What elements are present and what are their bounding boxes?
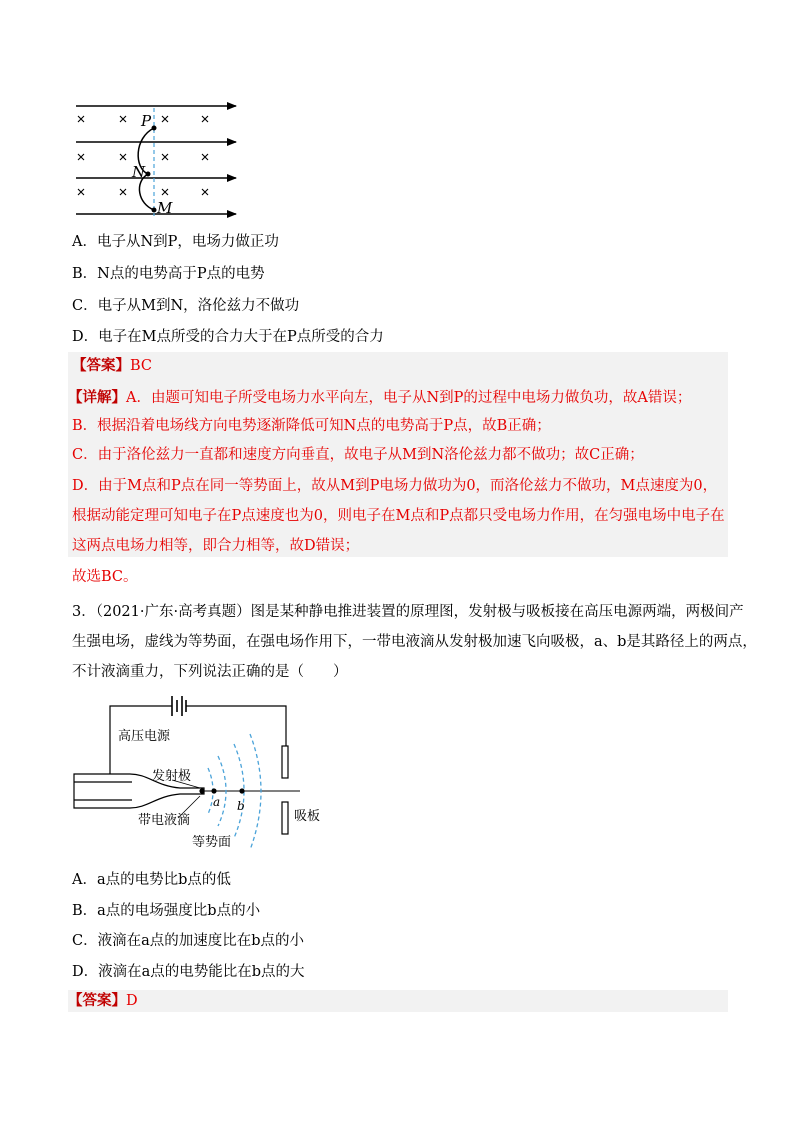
collector-plate-upper bbox=[282, 746, 288, 778]
q2-answer-tag: 【答案】 bbox=[72, 357, 130, 374]
emitter-label: 发射极 bbox=[152, 769, 192, 784]
point-m bbox=[152, 208, 157, 213]
q3-option-d: D．液滴在a点的电势能比在b点的大 bbox=[72, 964, 305, 980]
q2-option-d: D．电子在M点所受的合力大于在P点所受的合力 bbox=[72, 329, 384, 345]
label-n: N bbox=[132, 163, 146, 181]
field-lines bbox=[76, 106, 236, 214]
power-label: 高压电源 bbox=[118, 729, 171, 744]
point-b-dot bbox=[239, 788, 244, 793]
q2-option-b: B．N点的电势高于P点的电势 bbox=[72, 266, 265, 282]
q2-detail-line-2: B．根据沿着电场线方向电势逐渐降低可知N点的电势高于P点，故B正确； bbox=[72, 418, 551, 434]
equipotential-label: 等势面 bbox=[192, 835, 232, 850]
q2-detail-line-1 bbox=[68, 388, 691, 408]
q2-detail-line-6: 这两点电场力相等，即合力相等，故D错误； bbox=[72, 538, 360, 554]
q3-option-c: C．液滴在a点的加速度比在b点的小 bbox=[72, 933, 305, 949]
q3-option-a: A．a点的电势比b点的低 bbox=[72, 872, 231, 888]
point-a-dot bbox=[211, 788, 216, 793]
q2-detail-text-1: A．由题可知电子所受电场力水平向左，电子从N到P的过程中电场力做负功，故A错误； bbox=[126, 390, 692, 406]
q2-conclusion: 故选BC。 bbox=[72, 569, 138, 585]
label-p: P bbox=[141, 112, 152, 130]
q3-answer-line bbox=[68, 991, 138, 1011]
label-m: M bbox=[157, 199, 173, 217]
q2-detail-line-3: C．由于洛伦兹力一直都和速度方向垂直，故电子从M到N洛伦兹力都不做功；故C正确； bbox=[72, 447, 644, 463]
q3-text-line-3: 不计液滴重力，下列说法正确的是（ ） bbox=[72, 664, 348, 680]
q3-answer-value: D bbox=[126, 993, 138, 1009]
collector-plate-lower bbox=[282, 802, 288, 834]
charged-droplet bbox=[199, 788, 204, 793]
point-n bbox=[146, 172, 151, 177]
q2-option-a: A．电子从N到P，电场力做正功 bbox=[72, 234, 279, 250]
q3-answer-background bbox=[68, 990, 728, 1012]
q2-option-c: C．电子从M到N，洛伦兹力不做功 bbox=[72, 298, 300, 314]
point-a-label: a bbox=[213, 795, 221, 809]
q2-detail-tag: 【详解】 bbox=[68, 389, 126, 406]
q3-answer-tag: 【答案】 bbox=[68, 992, 126, 1009]
q2-answer-line bbox=[72, 356, 152, 376]
droplet-label: 带电液滴 bbox=[138, 813, 191, 828]
q3-text-line-1: 3．（2021·广东·高考真题）图是某种静电推进装置的原理图，发射极与吸板接在高压电源两端，两极间产 bbox=[72, 604, 744, 620]
plate-label: 吸板 bbox=[294, 809, 321, 824]
point-b-label: b bbox=[237, 799, 245, 813]
point-p bbox=[152, 126, 157, 131]
q3-option-b: B．a点的电场强度比b点的小 bbox=[72, 903, 261, 919]
battery-symbol bbox=[172, 696, 186, 716]
q2-detail-line-4: D．由于M点和P点在同一等势面上，故从M到P电场力做功为0，而洛伦兹力不做功，M点速度为0， bbox=[72, 478, 718, 494]
q2-answer-value: BC bbox=[130, 358, 153, 374]
q2-detail-line-5: 根据动能定理可知电子在P点速度也为0，则电子在M点和P点都只受电场力作用，在匀强电场中电子在 bbox=[72, 508, 725, 524]
figure-field-diagram bbox=[68, 98, 248, 224]
figure-propulsion-diagram bbox=[68, 690, 368, 860]
q3-text-line-2: 生强电场，虚线为等势面，在强电场作用下，一带电液滴从发射极加速飞向吸极，a、b是其路径上的两点， bbox=[72, 634, 757, 650]
